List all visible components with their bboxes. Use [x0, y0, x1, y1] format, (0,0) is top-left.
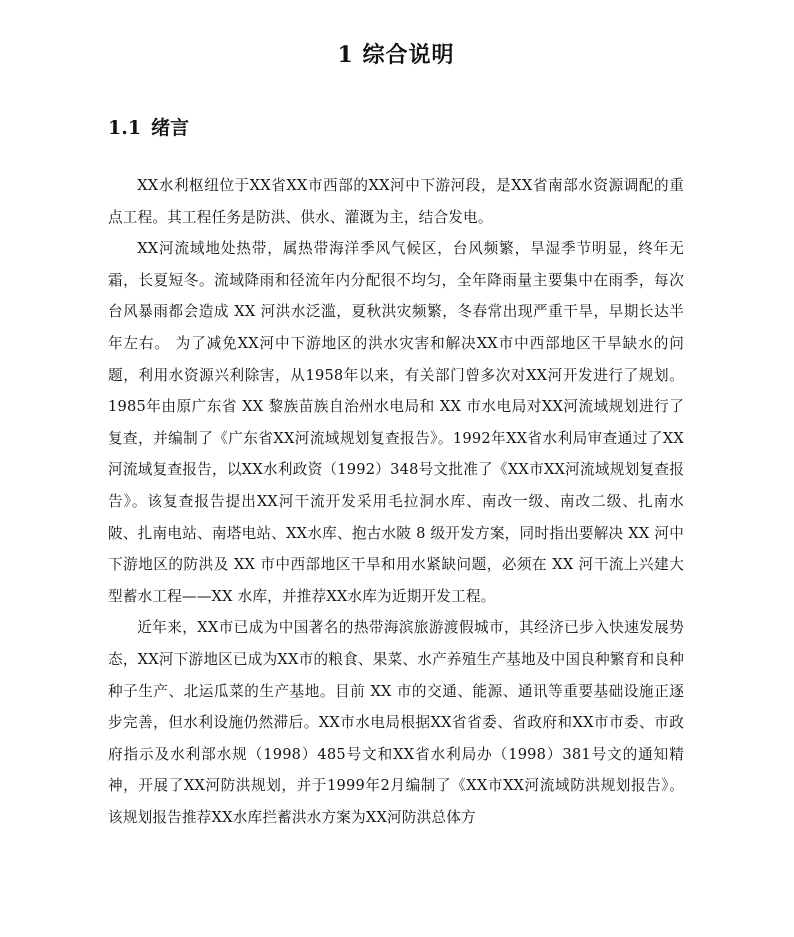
paragraph: XX河流域地处热带，属热带海洋季风气候区，台风频繁，旱湿季节明显，终年无霜，长夏短冬。流域降雨和径流年内分配很不均匀，全年降雨量主要集中在雨季，每次台风暴雨都会造成 XX 河洪水泛滥，夏秋洪灾频繁，冬春常出现严重干旱，早期长达半年左右。 为了减免XX河中下游地区的洪水灾害和解决XX市中西部地区干旱缺水的问题，利用水资源兴利除害，从1958年以来，有关部门曾多次对XX河开发进行了规划。1985年由原广东省 XX 黎族苗族自治州水电局和 XX 市水电局对XX河流域规划进行了复查，并编制了《广东省XX河流域规划复查报告》。1992年XX省水利局审查通过了XX河流域复查报告，以XX水利政资（1992）348号文批准了《XX市XX河流域规划复查报告》。该复查报告提出XX河干流开发采用毛拉洞水库、南改一级、南改二级、扎南水陂、扎南电站、南塔电站、XX水库、抱古水陂 8 级开发方案，同时指出要解决 XX 河中下游地区的防洪及 XX 市中西部地区干旱和用水紧缺问题，必须在 XX 河干流上兴建大型蓄水工程——XX 水库，并推荐XX水库为近期开发工程。 — [108, 240, 684, 605]
section-heading — [108, 114, 684, 142]
section-number: 1.1 — [108, 117, 142, 139]
body-text — [108, 170, 684, 833]
paragraph: XX水利枢纽位于XX省XX市西部的XX河中下游河段，是XX省南部水资源调配的重点工程。其工程任务是防洪、供水、灌溉为主，结合发电。 — [108, 177, 684, 226]
chapter-title: 1 综合说明 — [337, 42, 455, 68]
section-title: 绪言 — [151, 117, 190, 139]
paragraph: 近年来，XX市已成为中国著名的热带海滨旅游渡假城市，其经济已步入快速发展势态，XX河下游地区已成为XX市的粮食、果菜、水产养殖生产基地及中国良种繁育和良种种子生产、北运瓜菜的生产基地。目前 XX 市的交通、能源、通讯等重要基础设施正逐步完善，但水利设施仍然滞后。XX市水电局根据XX省省委、省政府和XX市市委、市政府指示及水利部水规（1998）485号文和XX省水利局办（1998）381号文的通知精神，开展了XX河防洪规划，并于1999年2月编制了《XX市XX河流域防洪规划报告》。该规划报告推荐XX水库拦蓄洪水方案为XX河防洪总体方 — [108, 619, 684, 826]
